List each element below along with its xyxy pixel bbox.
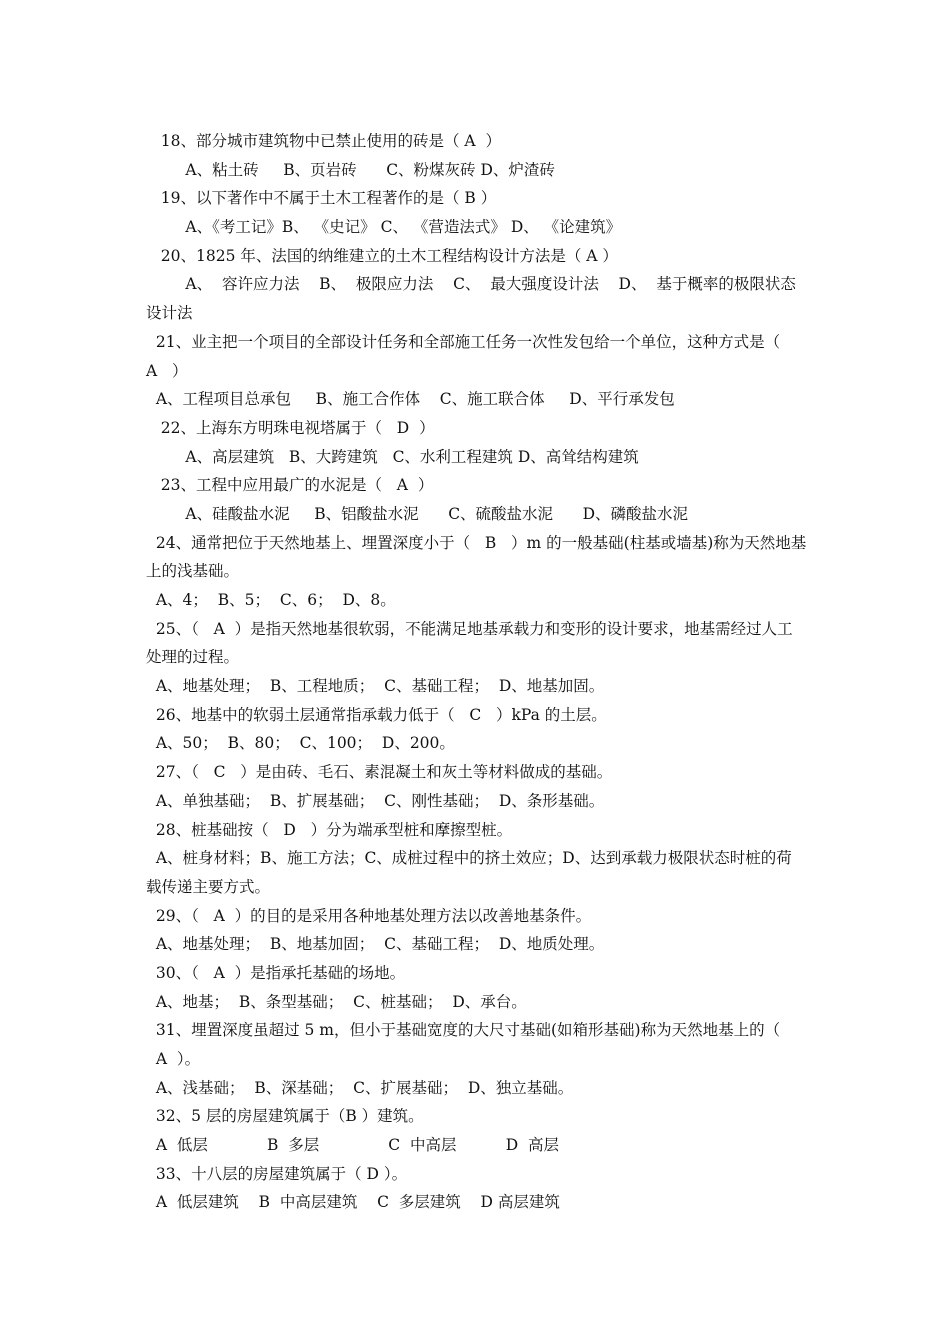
question-27: 27、（ C ）是由砖、毛石、素混凝土和灰土等材料做成的基础。 bbox=[146, 763, 613, 782]
question-31-cont: A ）。 bbox=[146, 1050, 201, 1068]
question-32-options: A 低层 B 多层 C 中高层 D 高层 bbox=[146, 1136, 560, 1155]
question-25: 25、（ A ）是指天然地基很软弱，不能满足地基承载力和变形的设计要求，地基需经过人工 bbox=[146, 619, 793, 638]
question-25-options: A、地基处理； B、工程地质； C、基础工程； D、地基加固。 bbox=[146, 677, 605, 696]
question-27-options: A、单独基础； B、扩展基础； C、刚性基础； D、条形基础。 bbox=[146, 791, 605, 810]
question-18-options: A、粘土砖 B、页岩砖 C、粉煤灰砖 D、炉渣砖 bbox=[146, 160, 555, 179]
question-20-options-cont: 设计法 bbox=[146, 304, 193, 323]
question-31-options: A、浅基础； B、深基础； C、扩展基础； D、独立基础。 bbox=[146, 1078, 574, 1097]
question-21-options: A、工程项目总承包 B、施工合作体 C、施工联合体 D、平行承发包 bbox=[146, 390, 675, 409]
question-32: 32、5 层的房屋建筑属于（B ）建筑。 bbox=[146, 1107, 424, 1126]
question-33: 33、十八层的房屋建筑属于（ D ）。 bbox=[146, 1164, 408, 1183]
question-19: 19、以下著作中不属于土木工程著作的是（ B ） bbox=[146, 189, 497, 208]
question-18: 18、部分城市建筑物中已禁止使用的砖是（ A ） bbox=[146, 132, 501, 150]
question-24-options: A、4； B、5； C、6； D、8。 bbox=[146, 591, 396, 609]
question-28-options: A、桩身材料；B、施工方法；C、成桩过程中的挤土效应；D、达到承载力极限状态时桩的荷 bbox=[146, 849, 792, 868]
question-31: 31、埋置深度虽超过 5 m，但小于基础宽度的大尺寸基础(如箱形基础)称为天然地基上的（ bbox=[146, 1021, 781, 1040]
question-26: 26、地基中的软弱土层通常指承载力低于（ C ）kPa 的土层。 bbox=[146, 705, 607, 724]
question-24-cont: 上的浅基础。 bbox=[146, 562, 240, 581]
question-30-options: A、地基； B、条型基础； C、桩基础； D、承台。 bbox=[146, 992, 527, 1011]
question-22-options: A、高层建筑 B、大跨建筑 C、水利工程建筑 D、高耸结构建筑 bbox=[146, 447, 639, 466]
question-33-options: A 低层建筑 B 中高层建筑 C 多层建筑 D 高层建筑 bbox=[146, 1193, 560, 1212]
question-21: 21、业主把一个项目的全部设计任务和全部施工任务一次性发包给一个单位，这种方式是（ bbox=[146, 332, 781, 351]
question-19-options: A、《考工记》B、 《史记》 C、 《营造法式》 D、 《论建筑》 bbox=[146, 218, 622, 237]
question-25-cont: 处理的过程。 bbox=[146, 648, 240, 667]
question-23: 23、工程中应用最广的水泥是（ A ） bbox=[146, 476, 434, 495]
question-28-options-cont: 载传递主要方式。 bbox=[146, 877, 271, 896]
question-22: 22、上海东方明珠电视塔属于（ D ） bbox=[146, 418, 435, 437]
question-23-options: A、硅酸盐水泥 B、铝酸盐水泥 C、硫酸盐水泥 D、磷酸盐水泥 bbox=[146, 504, 689, 523]
question-30: 30、（ A ）是指承托基础的场地。 bbox=[146, 963, 406, 982]
question-list bbox=[146, 127, 810, 1217]
question-20: 20、1825 年、法国的纳维建立的土木工程结构设计方法是（ A ） bbox=[146, 246, 618, 265]
question-29: 29、（ A ）的目的是采用各种地基处理方法以改善地基条件。 bbox=[146, 906, 592, 925]
question-24: 24、通常把位于天然地基上、埋置深度小于（ B ）m 的一般基础(柱基或墙基)称为天然地基 bbox=[146, 533, 807, 552]
question-29-options: A、地基处理； B、地基加固； C、基础工程； D、地质处理。 bbox=[146, 935, 605, 954]
question-21-cont: A ） bbox=[146, 361, 188, 380]
question-26-options: A、50； B、80； C、100； D、200。 bbox=[146, 734, 455, 753]
question-20-options: A、 容许应力法 B、 极限应力法 C、 最大强度设计法 D、 基于概率的极限状态 bbox=[146, 275, 796, 294]
question-28: 28、桩基础按（ D ）分为端承型桩和摩擦型桩。 bbox=[146, 820, 513, 839]
